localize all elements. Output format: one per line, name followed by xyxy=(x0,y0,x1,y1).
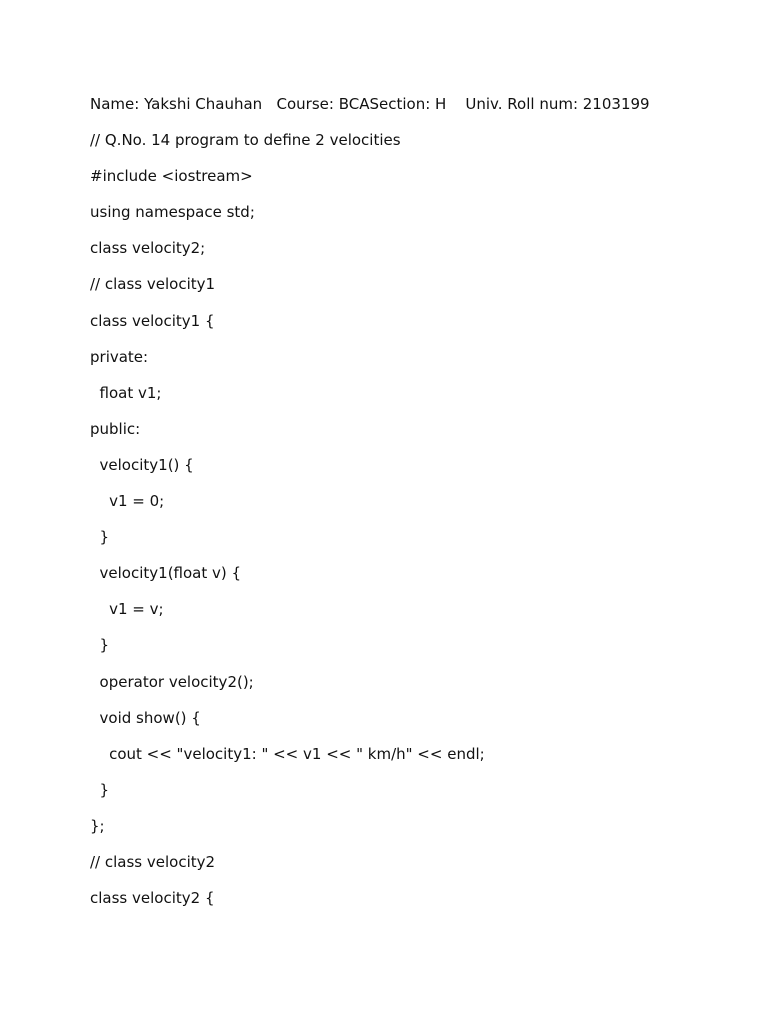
code-line: using namespace std; xyxy=(90,203,255,222)
code-line: } xyxy=(90,636,110,655)
code-line: #include <iostream> xyxy=(90,167,253,186)
code-line: cout << "velocity1: " << v1 << " km/h" << endl; xyxy=(90,744,485,763)
code-line: v1 = v; xyxy=(90,600,164,619)
code-line: void show() { xyxy=(90,708,201,727)
code-line: class velocity2; xyxy=(90,239,206,258)
code-line: class velocity2 { xyxy=(90,889,215,908)
code-line: public: xyxy=(90,419,141,438)
student-header xyxy=(90,93,740,129)
code-line: private: xyxy=(90,347,149,366)
header-gap xyxy=(446,95,465,113)
student-name: Name: Yakshi Chauhan xyxy=(90,95,263,113)
code-line: // Q.No. 14 program to define 2 velocities xyxy=(90,131,401,150)
code-line: v1 = 0; xyxy=(90,492,165,511)
code-line: velocity1(float v) { xyxy=(90,564,242,583)
code-line: // class velocity2 xyxy=(90,852,216,871)
code-line: } xyxy=(90,780,110,799)
code-line: float v1; xyxy=(90,383,162,402)
code-line: } xyxy=(90,528,110,547)
header-gap xyxy=(262,95,276,113)
code-line: // class velocity1 xyxy=(90,275,216,294)
document-body xyxy=(90,93,740,923)
course-section: Course: BCASection: H xyxy=(276,95,447,113)
code-line: velocity1() { xyxy=(90,455,194,474)
code-line: operator velocity2(); xyxy=(90,672,254,691)
code-line: }; xyxy=(90,816,105,835)
roll-number: Univ. Roll num: 2103199 xyxy=(465,95,650,113)
code-line: class velocity1 { xyxy=(90,311,215,330)
